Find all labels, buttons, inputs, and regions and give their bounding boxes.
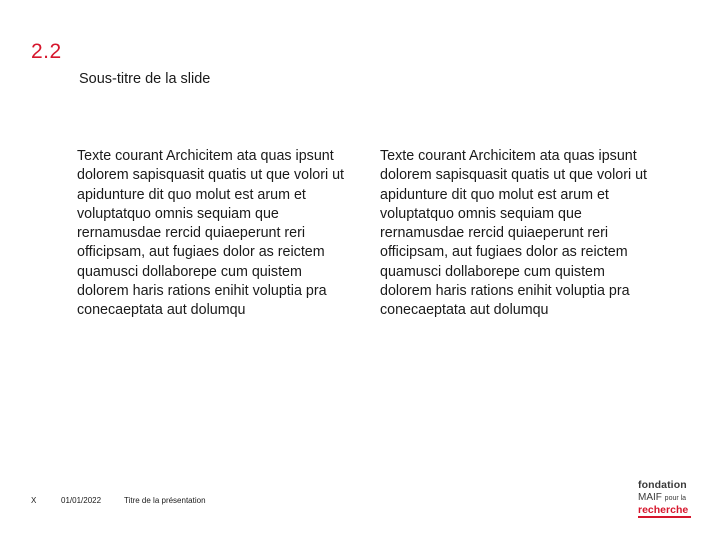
logo-underline bbox=[638, 516, 691, 518]
logo-line-maif bbox=[638, 493, 698, 503]
logo-maif: MAIF bbox=[638, 491, 662, 503]
slide-number: 2.2 bbox=[31, 40, 62, 63]
footer-date: 01/01/2022 bbox=[61, 496, 102, 505]
footer-page-number: X bbox=[31, 496, 37, 505]
fondation-maif-logo bbox=[638, 480, 698, 520]
logo-line-recherche: recherche bbox=[638, 503, 689, 516]
footer-presentation-title: Titre de la présentation bbox=[124, 496, 206, 505]
slide-subtitle: Sous-titre de la slide bbox=[79, 71, 211, 87]
body-text-right: Texte courant Archicitem ata quas ipsunt dolorem sapisquasit quatis ut que volori ut apidunture dit quo molut est arum et voluptatquo omnis sequiam que rernamusdae rercid quiaeperunt reri officipsam, aut fugiaes dolor as reictem quamusci dollaborepe cum quistem dolorem haris rations enihit voluptia pra conecaeptata aut dolumqu bbox=[380, 148, 648, 319]
body-text-left: Texte courant Archicitem ata quas ipsunt dolorem sapisquasit quatis ut que volori ut apidunture dit quo molut est arum et voluptatquo omnis sequiam que rernamusdae rercid quiaeperunt reri officipsam, aut fugiaes dolor as reictem quamusci dollaborepe cum quistem dolorem haris rations enihit voluptia pra conecaeptata aut dolumqu bbox=[77, 148, 345, 319]
logo-line-fondation: fondation bbox=[638, 479, 687, 491]
logo-pour-la: pour la bbox=[664, 494, 687, 502]
